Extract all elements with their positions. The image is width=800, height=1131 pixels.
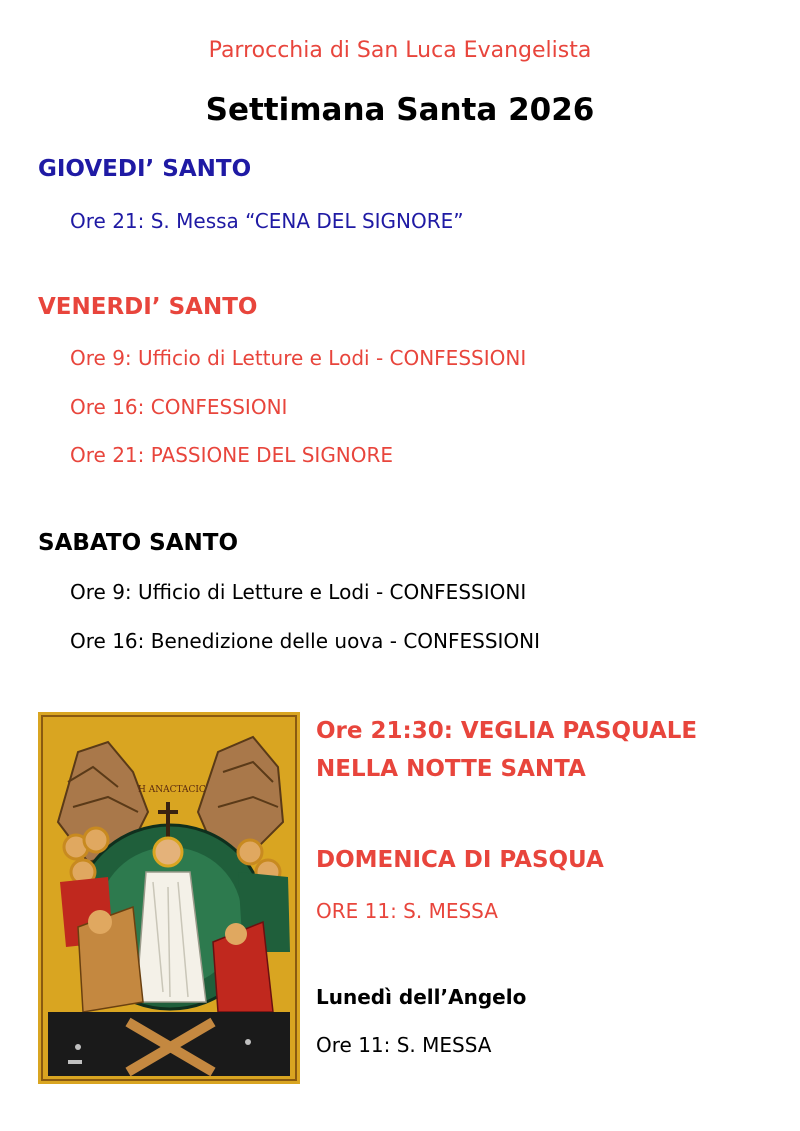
heading-venerdi-santo: VENERDI’ SANTO [38, 294, 258, 320]
schedule-line: Ore 21: S. Messa “CENA DEL SIGNORE” [70, 209, 464, 233]
schedule-line: Ore 9: Ufficio di Letture e Lodi - CONFESSIONI [70, 346, 527, 370]
schedule-line: Ore 21: PASSIONE DEL SIGNORE [70, 443, 394, 467]
resurrection-icon-image [38, 712, 300, 1084]
heading-giovedi-santo: GIOVEDI’ SANTO [38, 156, 252, 182]
veglia-pasquale-line2: NELLA NOTTE SANTA [316, 756, 586, 782]
schedule-line: Ore 9: Ufficio di Letture e Lodi - CONFESSIONI [70, 580, 527, 604]
schedule-line: Ore 11: S. MESSA [316, 1033, 492, 1057]
heading-sabato-santo: SABATO SANTO [38, 530, 239, 556]
svg-text:H ANACTACIC: H ANACTACIC [138, 785, 206, 795]
parish-name: Parrocchia di San Luca Evangelista [208, 38, 592, 63]
heading-lunedi-dell-angelo: Lunedì dell’Angelo [316, 985, 527, 1009]
schedule-line: ORE 11: S. MESSA [316, 899, 498, 923]
schedule-line: Ore 16: Benedizione delle uova - CONFESSIONI [70, 629, 541, 653]
page-title: Settimana Santa 2026 [205, 92, 595, 128]
veglia-pasquale-line1: Ore 21:30: VEGLIA PASQUALE [316, 718, 698, 744]
schedule-line: Ore 16: CONFESSIONI [70, 395, 288, 419]
heading-domenica-di-pasqua: DOMENICA DI PASQUA [316, 847, 604, 873]
